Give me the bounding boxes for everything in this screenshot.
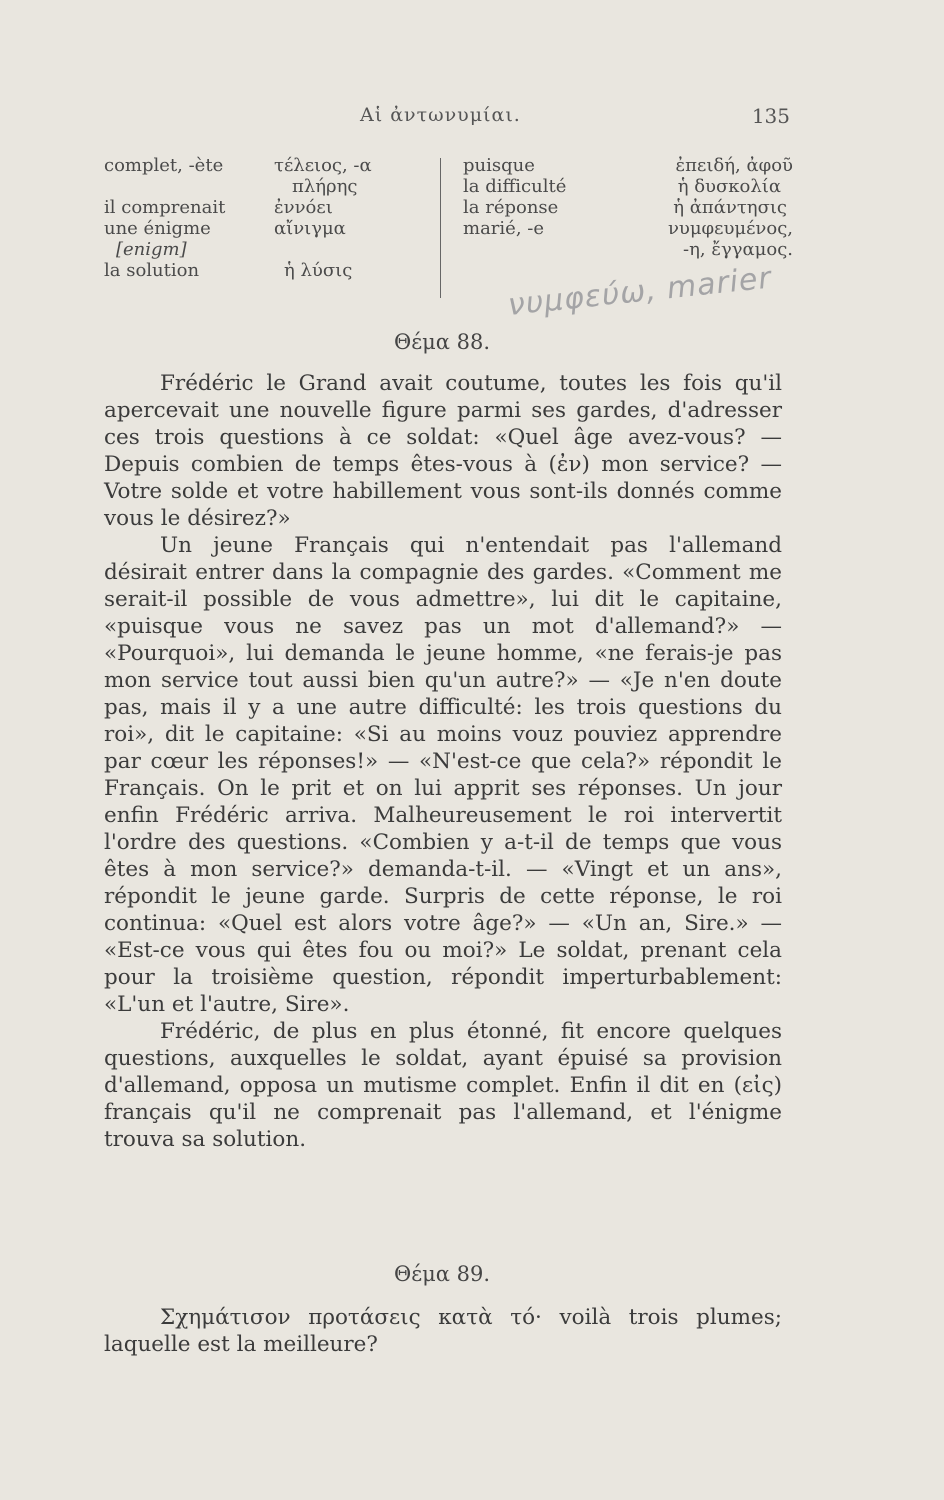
vocab-row [104, 197, 434, 218]
vocab-pronunciation: [enigm] [116, 239, 187, 260]
vocab-greek: ἡ δυσκολία [677, 176, 781, 197]
vocab-french: complet, -ète [104, 155, 224, 176]
vocab-greek: ἡ ἀπάντησις [673, 197, 787, 218]
vocab-greek: πλήρης [292, 176, 358, 197]
vocab-greek: -η, ἔγγαμος. [683, 239, 793, 260]
theme-88-heading: Θέμα 88. [394, 330, 490, 354]
theme-89-text [104, 1304, 782, 1358]
theme-88-text [104, 370, 782, 1153]
vocab-french: la difficulté [463, 176, 567, 197]
vocab-row [463, 197, 793, 218]
vocab-french: une énigme [104, 218, 211, 239]
vocab-greek: αἴνιγμα [274, 218, 346, 239]
vocab-row [463, 155, 793, 176]
paragraph: Un jeune Français qui n'entendait pas l'allemand désirait entrer dans la compagnie des gardes. «Comment me serait-il possible de vous admettre», lui dit le capitaine, «puisque vous ne savez pas un mot d'allemand?» — «Pourquoi», lui demanda le jeune homme, «ne ferais-je pas mon service tout aussi bien qu'un autre?» — «Je n'en doute pas, mais il y a une autre difficulté: les trois questions du roi», dit le capitaine: «Si au moins vouz pouviez apprendre par cœur les réponses!» — «N'est-ce que cela?» répondit le Français. On le prit et on lui apprit ses réponses. Un jour enfin Frédéric arriva. Malheureusement le roi intervertit l'ordre des questions. «Combien y a-t-il de temps que vous êtes à mon service?» demanda-t-il. — «Vingt et un ans», répondit le jeune garde. Surpris de cette réponse, le roi continua: «Quel est alors votre âge?» — «Un an, Sire.» — «Est-ce vous qui êtes fou ou moi?» Le soldat, prenant cela pour la troisième question, répondit imperturbablement: «L'un et l'autre, Sire». [104, 533, 782, 1017]
vocab-greek: τέλειος, -α [274, 155, 372, 176]
running-head: Αἱ ἀντωνυμίαι. [360, 104, 521, 126]
vocab-french: puisque [463, 155, 535, 176]
vocab-row [104, 218, 434, 239]
vocab-greek: ἐπειδή, ἀφοῦ [675, 155, 793, 176]
page-number: 135 [751, 104, 790, 128]
vocabulary-right-column [463, 155, 793, 260]
vocab-french: la réponse [463, 197, 559, 218]
vocab-row [104, 260, 434, 281]
theme-89-heading: Θέμα 89. [394, 1262, 490, 1286]
vocab-row [104, 176, 434, 197]
vocab-row [463, 176, 793, 197]
vocab-row [104, 239, 434, 260]
vocab-french: la solution [104, 260, 200, 281]
paragraph: Σχημάτισον προτάσεις κατὰ τό· voilà trois plumes; laquelle est la meilleure? [104, 1305, 782, 1357]
vocab-french: marié, -e [463, 218, 544, 239]
vocab-row [463, 218, 793, 239]
column-divider [440, 158, 441, 298]
vocab-greek: ἡ λύσις [284, 260, 353, 281]
vocab-french: il comprenait [104, 197, 226, 218]
vocab-row [104, 155, 434, 176]
paragraph: Frédéric, de plus en plus étonné, fit encore quelques questions, auxquelles le soldat, ayant épuisé sa provision d'allemand, opposa un mutisme complet. Enfin il dit en (εἰς) français qu'il ne comprenait pas l'allemand, et l'énigme trouva sa solution. [104, 1019, 782, 1152]
handwritten-pencil-note: νυμφεύω, marier [506, 260, 774, 323]
vocab-greek: νυμφευμένος, [667, 218, 793, 239]
paragraph: Frédéric le Grand avait coutume, toutes les fois qu'il apercevait une nouvelle figure parmi ses gardes, d'adresser ces trois questions à ce soldat: «Quel âge avez-vous? — Depuis combien de temps êtes-vous à (ἐν) mon service? — Votre solde et votre habillement vous sont-ils donnés comme vous le désirez?» [104, 371, 782, 531]
vocab-greek: ἐννόει [274, 197, 333, 218]
vocab-row [463, 239, 793, 260]
vocabulary-left-column [104, 155, 434, 281]
